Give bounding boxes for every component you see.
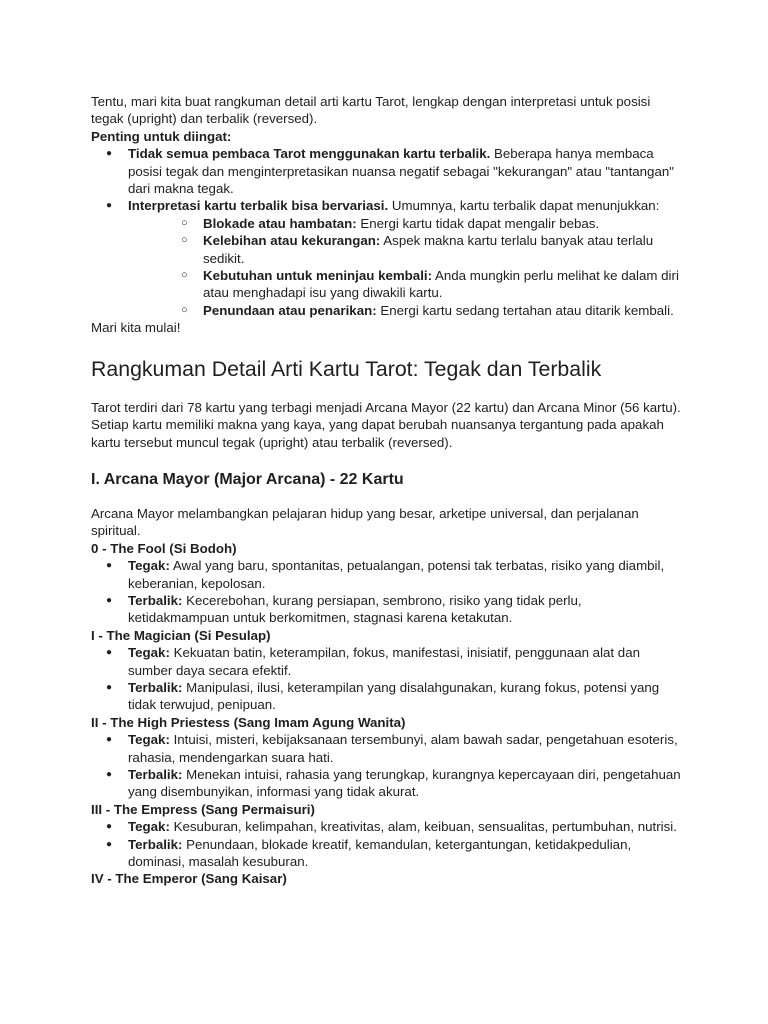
- document-page: [91, 93, 681, 888]
- upright-text: Kekuatan batin, keterampilan, fokus, manifestasi, inisiatif, penggunaan alat dan sumber daya secara efektif.: [128, 645, 640, 678]
- upright-item: [91, 557, 681, 592]
- card-title: III - The Empress (Sang Permaisuri): [91, 801, 315, 817]
- subnote-bold: Penundaan atau penarikan:: [203, 302, 377, 318]
- note-text: Beberapa hanya membaca posisi tegak dan menginterpretasikan nuansa negatif sebagai "kekurangan" atau "tantangan" dari makna tegak.: [128, 146, 674, 197]
- subnote-text: Anda mungkin perlu melihat ke dalam diri atau menghadapi isu yang diwakili kartu.: [203, 268, 679, 301]
- card-title: 0 - The Fool (Si Bodoh): [91, 540, 237, 556]
- upright-item: [91, 818, 681, 835]
- subnote-bold: Kelebihan atau kekurangan:: [203, 233, 381, 249]
- closing-text: Mari kita mulai!: [91, 320, 181, 336]
- note-text: Umumnya, kartu terbalik dapat menunjukkan:: [388, 198, 660, 214]
- reversed-item: [91, 766, 681, 801]
- upright-label: Tegak:: [128, 819, 170, 835]
- subnote-text: Energi kartu tidak dapat mengalir bebas.: [356, 215, 600, 231]
- upright-label: Tegak:: [128, 558, 170, 574]
- card-title: I - The Magician (Si Pesulap): [91, 627, 271, 643]
- reversed-item: [91, 679, 681, 714]
- reversed-text: Manipulasi, ilusi, keterampilan yang disalahgunakan, kurang fokus, potensi yang tidak terwujud, penipuan.: [128, 679, 660, 713]
- upright-text: Awal yang baru, spontanitas, petualangan, potensi tak terbatas, risiko yang diambil, keberanian, kepolosan.: [128, 558, 665, 591]
- card-meaning-list: [91, 731, 681, 801]
- subnote-text: Aspek makna kartu terlalu banyak atau terlalu sedikit.: [203, 233, 654, 266]
- card-meaning-list: [91, 818, 681, 870]
- card-title: II - The High Priestess (Sang Imam Agung Wanita): [91, 714, 406, 730]
- subnotes-list: [128, 215, 681, 319]
- reversed-text: Penundaan, blokade kreatif, kemandulan, ketergantungan, ketidakpedulian, dominasi, masalah kesuburan.: [128, 836, 632, 870]
- subnote-item: [128, 232, 681, 267]
- subnote-bold: Blokade atau hambatan:: [203, 215, 357, 231]
- card-title: IV - The Emperor (Sang Kaisar): [91, 871, 287, 887]
- upright-item: [91, 731, 681, 766]
- section-heading: I. Arcana Mayor (Major Arcana) - 22 Kartu: [91, 470, 404, 488]
- reversed-label: Terbalik:: [128, 592, 183, 608]
- page-heading: Rangkuman Detail Arti Kartu Tarot: Tegak dan Terbalik: [91, 356, 602, 381]
- subnote-bold: Kebutuhan untuk meninjau kembali:: [203, 268, 433, 284]
- upright-label: Tegak:: [128, 732, 170, 748]
- card-meaning-list: [91, 644, 681, 714]
- note-item: [91, 145, 681, 197]
- note-item: [91, 197, 681, 319]
- upright-label: Tegak:: [128, 645, 170, 661]
- subnote-text: Energi kartu sedang tertahan atau ditarik kembali.: [376, 302, 674, 318]
- heading-paragraph: Tarot terdiri dari 78 kartu yang terbagi menjadi Arcana Mayor (22 kartu) dan Arcana Minor (56 kartu). Setiap kartu memiliki makna yang kaya, yang dapat berubah nuansanya tergantung pada apakah kartu tersebut muncul tegak (upright) atau terbalik (reversed).: [91, 399, 681, 450]
- reversed-text: Kecerebohan, kurang persiapan, sembrono, risiko yang tidak perlu, ketidakmampuan untuk berkomitmen, stagnasi karena ketakutan.: [128, 592, 582, 626]
- note-title: Penting untuk diingat:: [91, 128, 232, 144]
- subnote-item: [128, 267, 681, 302]
- subnote-item: [128, 215, 681, 232]
- reversed-label: Terbalik:: [128, 836, 183, 852]
- upright-item: [91, 644, 681, 679]
- reversed-text: Menekan intuisi, rahasia yang terungkap, kurangnya kepercayaan diri, pengetahuan yang disembunyikan, informasi yang tidak akurat.: [128, 767, 681, 800]
- note-bold: Tidak semua pembaca Tarot menggunakan kartu terbalik.: [128, 146, 491, 162]
- notes-list: [91, 145, 681, 319]
- reversed-label: Terbalik:: [128, 767, 183, 782]
- reversed-label: Terbalik:: [128, 679, 183, 695]
- reversed-item: [91, 592, 681, 627]
- upright-text: Intuisi, misteri, kebijaksanaan tersembunyi, alam bawah sadar, pengetahuan esoteris, rahasia, mendengarkan suara hati.: [128, 732, 678, 765]
- section-paragraph: Arcana Mayor melambangkan pelajaran hidup yang besar, arketipe universal, dan perjalanan spiritual.: [91, 505, 639, 539]
- upright-text: Kesuburan, kelimpahan, kreativitas, alam, keibuan, sensualitas, pertumbuhan, nutrisi.: [169, 819, 677, 835]
- note-bold: Interpretasi kartu terbalik bisa bervariasi.: [128, 198, 389, 214]
- intro-paragraph: Tentu, mari kita buat rangkuman detail arti kartu Tarot, lengkap dengan interpretasi untuk posisi tegak (upright) dan terbalik (reversed).: [91, 94, 651, 127]
- reversed-item: [91, 836, 681, 871]
- subnote-item: [128, 302, 681, 319]
- card-meaning-list: [91, 557, 681, 627]
